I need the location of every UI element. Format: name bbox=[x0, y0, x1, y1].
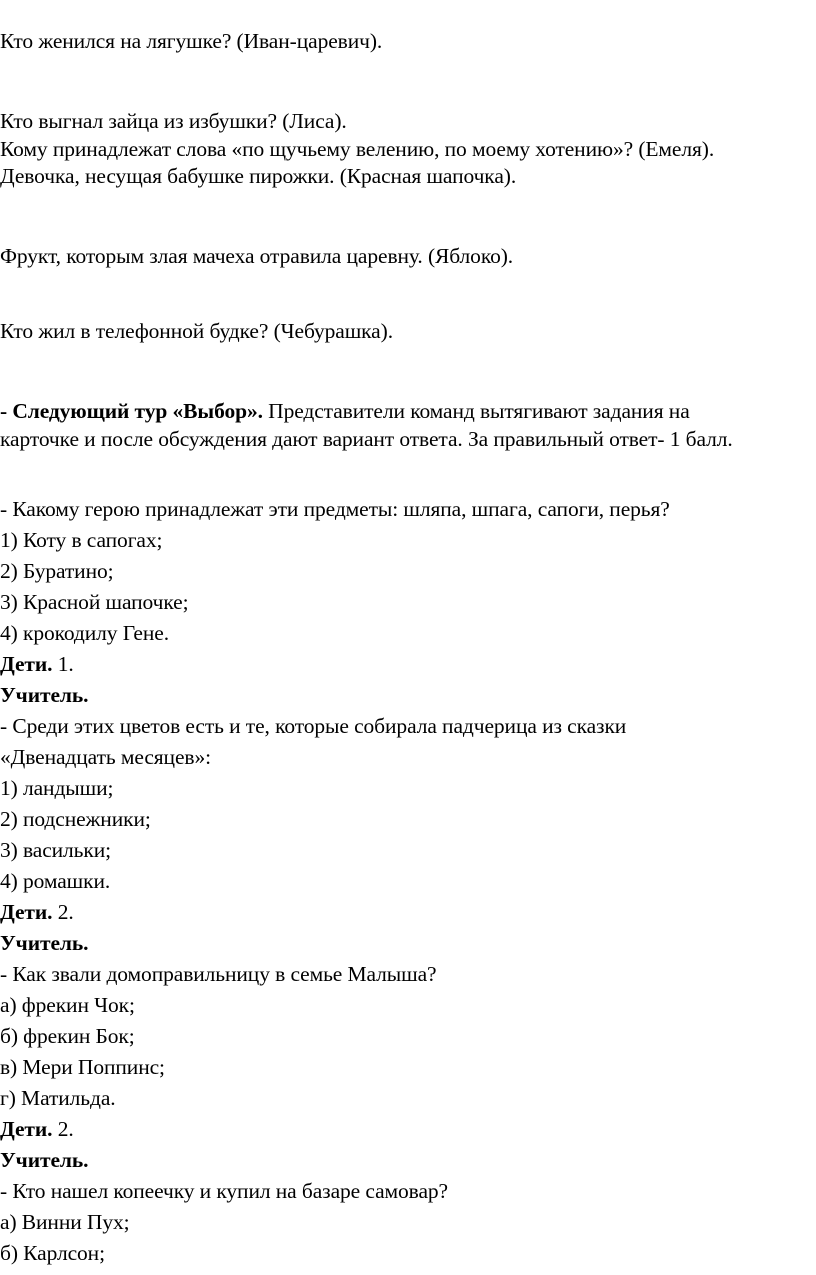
teacher-label: Учитель. bbox=[0, 683, 89, 707]
question-2-option: 4) ромашки. bbox=[0, 869, 111, 893]
question-1: - Какому герою принадлежат эти предметы: шляпа, шпага, сапоги, перья? bbox=[0, 497, 670, 521]
round-heading-line bbox=[0, 396, 690, 426]
question-2-option: 1) ландыши; bbox=[0, 776, 114, 800]
answer-3: 2. bbox=[52, 1117, 74, 1141]
question-booth: Кто жил в телефонной будке? (Чебурашка). bbox=[0, 319, 393, 343]
question-pike: Кому принадлежат слова «по щучьему велению, по моему хотению»? (Емеля). bbox=[0, 137, 715, 161]
question-3-option: б) фрекин Бок; bbox=[0, 1024, 135, 1048]
question-1-option: 3) Красной шапочке; bbox=[0, 590, 189, 614]
question-3: - Как звали домоправильницу в семье Малыша? bbox=[0, 962, 437, 986]
question-3-option: г) Матильда. bbox=[0, 1086, 116, 1110]
answer-1-line bbox=[0, 649, 74, 679]
question-girl: Девочка, несущая бабушке пирожки. (Красная шапочка). bbox=[0, 164, 517, 188]
question-4-option: а) Винни Пух; bbox=[0, 1210, 130, 1234]
question-1-option: 1) Коту в сапогах; bbox=[0, 528, 163, 552]
answer-1: 1. bbox=[52, 652, 74, 676]
question-3-option: в) Мери Поппинс; bbox=[0, 1055, 165, 1079]
children-label: Дети. bbox=[0, 1117, 53, 1141]
teacher-label: Учитель. bbox=[0, 1148, 89, 1172]
teacher-label: Учитель. bbox=[0, 931, 89, 955]
question-4: - Кто нашел копеечку и купил на базаре самовар? bbox=[0, 1179, 448, 1203]
answer-2-line bbox=[0, 897, 74, 927]
question-1-option: 2) Буратино; bbox=[0, 559, 114, 583]
question-4-option: б) Карлсон; bbox=[0, 1241, 105, 1265]
round-title: - Следующий тур «Выбор». bbox=[0, 399, 263, 423]
answer-3-line bbox=[0, 1114, 74, 1144]
round-description-1: Представители команд вытягивают задания на bbox=[262, 399, 690, 423]
question-2-line-2: «Двенадцать месяцев»: bbox=[0, 745, 211, 769]
children-label: Дети. bbox=[0, 652, 53, 676]
question-1-option: 4) крокодилу Гене. bbox=[0, 621, 169, 645]
question-3-option: а) фрекин Чок; bbox=[0, 993, 135, 1017]
question-hare: Кто выгнал зайца из избушки? (Лиса). bbox=[0, 109, 347, 133]
question-2-option: 3) васильки; bbox=[0, 838, 112, 862]
question-frog: Кто женился на лягушке? (Иван-царевич). bbox=[0, 29, 383, 53]
answer-2: 2. bbox=[52, 900, 74, 924]
question-fruit: Фрукт, которым злая мачеха отравила царевну. (Яблоко). bbox=[0, 244, 514, 268]
round-description-2: карточке и после обсуждения дают вариант ответа. За правильный ответ- 1 балл. bbox=[0, 427, 733, 451]
question-2-line-1: - Среди этих цветов есть и те, которые собирала падчерица из сказки bbox=[0, 714, 627, 738]
question-2-option: 2) подснежники; bbox=[0, 807, 151, 831]
children-label: Дети. bbox=[0, 900, 53, 924]
